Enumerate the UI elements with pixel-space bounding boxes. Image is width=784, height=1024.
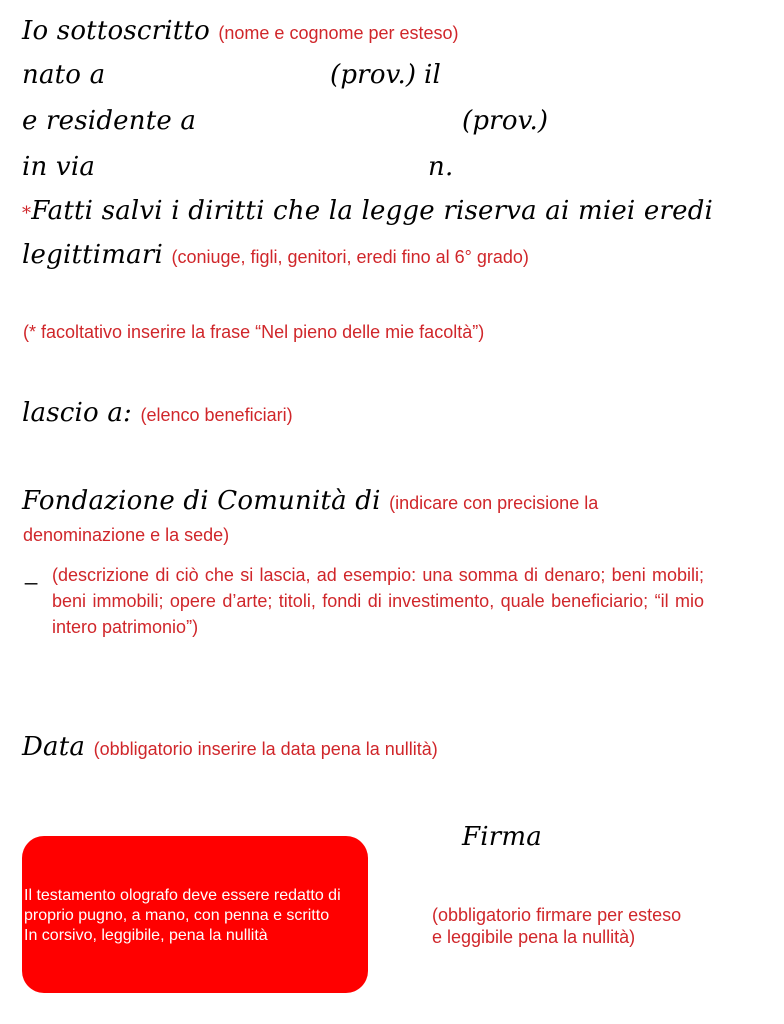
io-sottoscritto-label: Io sottoscritto bbox=[22, 16, 210, 46]
lascio-label: lascio a: bbox=[22, 398, 133, 428]
data-label: Data bbox=[22, 732, 86, 762]
fondazione-line bbox=[22, 486, 598, 516]
data-note: (obbligatorio inserire la data pena la nullità) bbox=[93, 739, 438, 759]
warning-box-text bbox=[24, 886, 368, 946]
legittimari-line bbox=[22, 240, 529, 270]
data-line bbox=[22, 732, 438, 762]
asterisk-mark: * bbox=[22, 203, 32, 224]
lascio-note: (elenco beneficiari) bbox=[140, 405, 293, 425]
numero-label: n. bbox=[428, 152, 454, 182]
fondazione-note-part1: (indicare con precisione la bbox=[389, 493, 599, 513]
warning-line-1: Il testamento olografo deve essere redatto di bbox=[24, 887, 341, 904]
residente-prov-label: (prov.) bbox=[462, 106, 549, 136]
fondazione-label: Fondazione di Comunità di bbox=[22, 486, 381, 516]
warning-line-3: In corsivo, leggibile, pena la nullità bbox=[24, 927, 268, 944]
diritti-text: Fatti salvi i diritti che la legge riserva ai miei eredi bbox=[31, 196, 714, 226]
fondazione-note-part2: denominazione e la sede) bbox=[23, 525, 230, 545]
legittimari-note: (coniuge, figli, genitori, eredi fino al 6° grado) bbox=[171, 247, 529, 267]
io-sottoscritto-note: (nome e cognome per esteso) bbox=[218, 23, 459, 43]
in-via-label: in via bbox=[22, 152, 96, 182]
nato-prov-label: (prov.) bbox=[330, 60, 417, 90]
nato-a-label: nato a bbox=[22, 60, 106, 90]
lascio-line bbox=[22, 398, 293, 428]
description-note: (descrizione di ciò che si lascia, ad esempio: una somma di denaro; beni mobili; beni immobili; opere d’arte; titoli, fondi di investimento, quale beneficiario; “il mio intero patrimonio”) bbox=[52, 565, 704, 637]
residente-label: e residente a bbox=[22, 106, 197, 136]
bullet-dash: _ bbox=[25, 560, 38, 585]
firma-label: Firma bbox=[462, 822, 542, 852]
optional-phrase-note: (* facoltativo inserire la frase “Nel pieno delle mie facoltà”) bbox=[23, 322, 485, 342]
legittimari-label: legittimari bbox=[22, 240, 163, 270]
diritti-line bbox=[22, 196, 713, 226]
firma-note: (obbligatorio firmare per esteso e leggibile pena la nullità) bbox=[432, 905, 682, 947]
warning-line-2: proprio pugno, a mano, con penna e scritto bbox=[24, 907, 330, 924]
il-label: il bbox=[424, 60, 442, 90]
line-io-sottoscritto bbox=[22, 16, 459, 46]
